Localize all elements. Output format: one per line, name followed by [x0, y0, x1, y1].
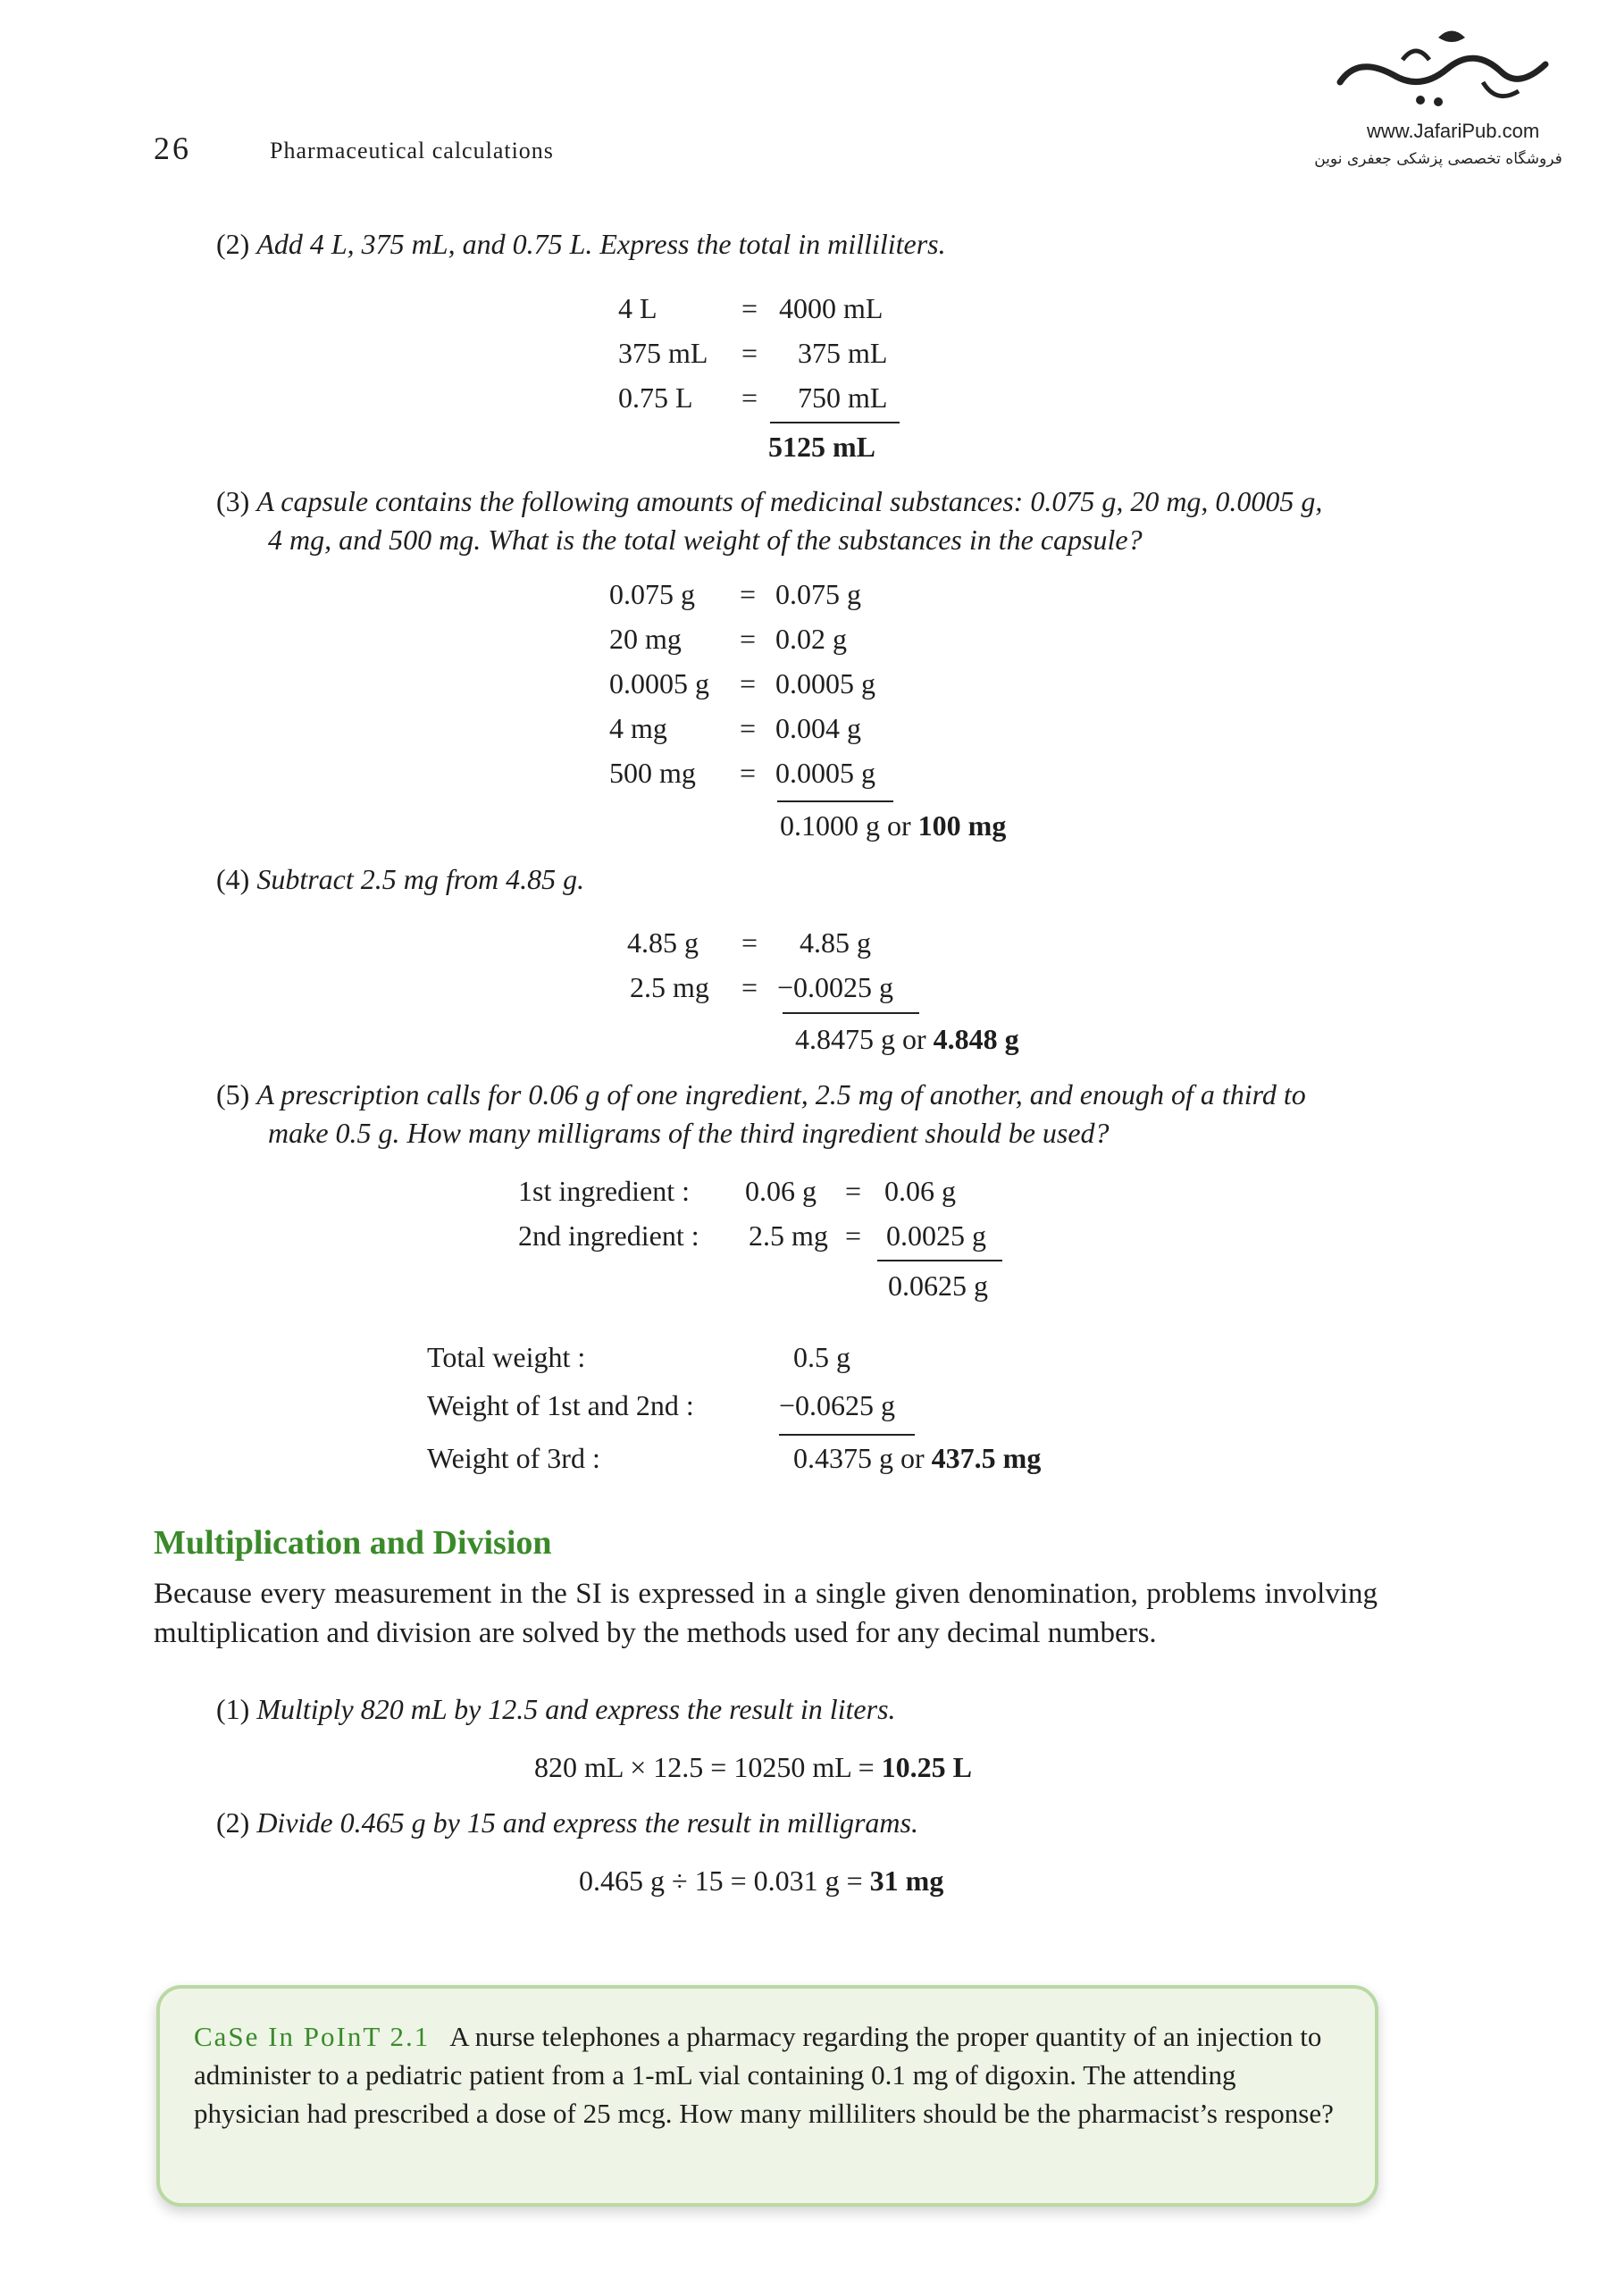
- problem-5: [216, 1076, 1378, 1152]
- total-converted: 437.5 mg: [931, 1442, 1042, 1474]
- case-body: A nurse telephones a pharmacy regarding the proper quantity of an injection to administer to a pediatric patient from a 1-mL vial containing 0.1 mg of digoxin. The attending physician had prescribed a dose of 25 mcg. How many milliliters should be the pharmacist’s response?: [194, 2021, 1334, 2129]
- equation-result: 31 mg: [869, 1864, 944, 1897]
- calc-value: 0.06 g: [745, 1175, 817, 1207]
- calc-eq: =: [845, 1219, 862, 1252]
- equation-text: 0.465 g ÷ 15 = 0.031 g =: [579, 1864, 870, 1897]
- sum-rule: [783, 1012, 919, 1014]
- calc-left: 20 mg: [609, 623, 682, 655]
- calc-label: 2nd ingredient :: [518, 1219, 699, 1252]
- calc-value: −0.0625 g: [779, 1389, 896, 1421]
- running-title: Pharmaceutical calculations: [270, 138, 554, 163]
- problem-number: (4): [216, 863, 250, 895]
- total-value: 0.4375 g or: [793, 1442, 932, 1474]
- calc-right: 4000 mL: [779, 292, 884, 324]
- calc-eq: =: [741, 971, 758, 1003]
- problem-text: A prescription calls for 0.06 g of one ingredient, 2.5 mg of another, and enough of a third to: [256, 1078, 1306, 1110]
- problem-text: Subtract 2.5 mg from 4.85 g.: [256, 863, 585, 895]
- calc-eq: =: [741, 292, 758, 324]
- problem-4: [216, 860, 1378, 899]
- calc-eq: =: [741, 926, 758, 959]
- problem-number: (1): [216, 1693, 250, 1725]
- section-heading: Multiplication and Division: [154, 1524, 552, 1562]
- calc-right: 375 mL: [798, 337, 888, 369]
- total-converted: 100 mg: [917, 809, 1007, 842]
- problem-number: (3): [216, 485, 250, 517]
- equation-result: 10.25 L: [881, 1751, 972, 1783]
- calc-eq: =: [740, 667, 757, 700]
- calc-left: 4.85 g: [627, 926, 699, 959]
- calc-left: 0.075 g: [609, 578, 695, 610]
- problem-number: (2): [216, 228, 250, 260]
- calc-subtotal: 0.0625 g: [888, 1270, 988, 1302]
- sum-rule: [877, 1260, 1002, 1261]
- total-value: 4.8475 g or: [795, 1023, 934, 1055]
- calc-label: Total weight :: [427, 1341, 586, 1373]
- calc-eq: =: [740, 578, 757, 610]
- md-equation-2: [579, 1858, 943, 1903]
- calc-label: 1st ingredient :: [518, 1175, 690, 1207]
- case-in-point-text: [194, 2017, 1346, 2133]
- calc-value: 2.5 mg: [749, 1219, 828, 1252]
- problem-text: Add 4 L, 375 mL, and 0.75 L. Express the total in milliliters.: [256, 228, 946, 260]
- calc-left: 2.5 mg: [630, 971, 709, 1003]
- calc-right: 0.004 g: [775, 712, 861, 744]
- calc-left: 0.0005 g: [609, 667, 709, 700]
- calc-eq: =: [741, 381, 758, 414]
- problem-2: [216, 225, 1378, 264]
- equation-text: 820 mL × 12.5 = 10250 mL =: [534, 1751, 882, 1783]
- calc-left: 4 mg: [609, 712, 667, 744]
- calc-label: Weight of 1st and 2nd :: [427, 1389, 694, 1421]
- problem-text-cont: make 0.5 g. How many milligrams of the third ingredient should be used?: [268, 1117, 1110, 1149]
- section-paragraph: Because every measurement in the SI is expressed in a single given denomination, problems involving multiplication and division are solved by the methods used for any decimal numbers.: [154, 1578, 1378, 1649]
- case-label: CaSe In PoInT 2.1: [194, 2021, 431, 2052]
- calc-total: [795, 1017, 1019, 1061]
- calc-eq: =: [741, 337, 758, 369]
- calligraphy-logo-icon: [1304, 20, 1572, 118]
- calc-value: 0.5 g: [793, 1341, 850, 1373]
- calc-total: [780, 803, 1006, 848]
- calc-eq: =: [740, 623, 757, 655]
- problem-number: (5): [216, 1078, 250, 1110]
- problem-text: A capsule contains the following amounts of medicinal substances: 0.075 g, 20 mg, 0.0005 g,: [256, 485, 1323, 517]
- md-problem-1: [216, 1690, 1378, 1729]
- calc-eq: =: [740, 712, 757, 744]
- calc-eq: =: [740, 757, 757, 789]
- calc-eq: =: [845, 1175, 862, 1207]
- calc-total: 5125 mL: [768, 431, 875, 463]
- logo-subtitle: فروشگاه تخصصی پزشکی جعفری نوین: [1314, 150, 1562, 168]
- md-problem-2: [216, 1804, 1378, 1842]
- problem-number: (2): [216, 1806, 250, 1839]
- problem-text: Divide 0.465 g by 15 and express the result in milligrams.: [256, 1806, 918, 1839]
- page-number: 26: [154, 130, 191, 166]
- calc-right: 0.0005 g: [775, 667, 875, 700]
- calc-left: 0.75 L: [618, 381, 693, 414]
- problem-text-cont: 4 mg, and 500 mg. What is the total weight of the substances in the capsule?: [268, 524, 1143, 556]
- calc-left: 4 L: [618, 292, 657, 324]
- total-value: 0.1000 g or: [780, 809, 918, 842]
- calc-right: 0.075 g: [775, 578, 861, 610]
- calc-left: 500 mg: [609, 757, 696, 789]
- calc-right: 0.02 g: [775, 623, 847, 655]
- md-equation-1: [534, 1745, 972, 1789]
- calc-label: Weight of 3rd :: [427, 1442, 600, 1474]
- calc-left: 375 mL: [618, 337, 708, 369]
- problem-text: Multiply 820 mL by 12.5 and express the result in liters.: [256, 1693, 896, 1725]
- sum-rule: [770, 422, 900, 423]
- sum-rule: [777, 800, 893, 802]
- case-in-point-box: [156, 1985, 1378, 2207]
- calc-right: 0.0005 g: [775, 757, 875, 789]
- calc-right: 4.85 g: [800, 926, 871, 959]
- calc-right: 750 mL: [798, 381, 888, 414]
- calc-right: −0.0025 g: [777, 971, 894, 1003]
- problem-3: [216, 482, 1378, 559]
- logo-url: www.JafariPub.com: [1367, 120, 1540, 142]
- calc-result: 0.06 g: [884, 1175, 956, 1207]
- calc-total: [793, 1436, 1041, 1480]
- calc-result: 0.0025 g: [886, 1219, 986, 1252]
- total-converted: 4.848 g: [933, 1023, 1019, 1055]
- publisher-logo: [1304, 20, 1572, 180]
